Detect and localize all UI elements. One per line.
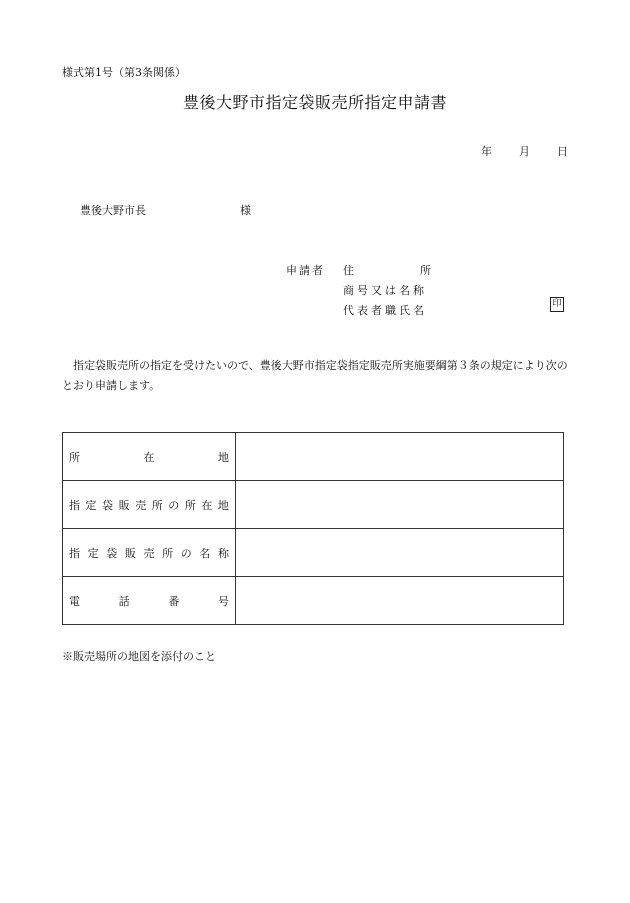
table-row-location xyxy=(63,433,564,481)
label-char: 電 xyxy=(69,594,80,608)
row-label-store-location xyxy=(63,481,236,529)
representative-label: 代表者職氏名 xyxy=(343,304,427,317)
row-value-phone-number[interactable] xyxy=(236,577,564,625)
label-char: 袋 xyxy=(102,498,114,512)
label-char: 話 xyxy=(118,594,130,608)
row-value-store-location[interactable] xyxy=(236,481,564,529)
date-year-label: 年 xyxy=(481,145,492,158)
business-name-label: 商号又は名称 xyxy=(343,284,427,297)
date-month-label: 月 xyxy=(519,145,530,158)
label-char: 番 xyxy=(168,594,180,608)
row-label-text xyxy=(69,497,229,513)
label-char: 定 xyxy=(85,498,97,512)
row-label-text xyxy=(69,449,229,465)
seal-icon: 印 xyxy=(550,297,564,312)
label-char: 売 xyxy=(143,546,155,560)
form-number: 様式第1号（第3条関係） xyxy=(62,66,186,79)
row-label-phone-number xyxy=(63,577,236,625)
application-table xyxy=(62,432,564,625)
label-char: 号 xyxy=(217,594,229,608)
application-body-text: 指定袋販売所の指定を受けたいので、豊後大野市指定袋指定販売所実施要綱第３条の規定により次のとおり申請します。 xyxy=(62,359,568,392)
label-char: 袋 xyxy=(106,546,118,560)
row-label-text xyxy=(69,545,229,561)
table-row-store-location xyxy=(63,481,564,529)
row-value-store-name[interactable] xyxy=(236,529,564,577)
label-char: 在 xyxy=(143,450,155,464)
label-char: 在 xyxy=(201,498,213,512)
label-char: 所 xyxy=(184,498,196,512)
label-char: 称 xyxy=(218,546,229,560)
row-label-store-name xyxy=(63,529,236,577)
date-day-label: 日 xyxy=(557,145,568,158)
label-char: 指 xyxy=(69,546,80,560)
addressee-honorific: 様 xyxy=(240,204,251,217)
label-char: の xyxy=(168,498,180,512)
address-label-suffix: 所 xyxy=(420,264,431,277)
address-label: 住 xyxy=(343,264,357,277)
label-char: 定 xyxy=(87,546,99,560)
label-char: 地 xyxy=(218,450,229,464)
label-char: 指 xyxy=(69,498,80,512)
label-char: 所 xyxy=(151,498,163,512)
label-char: 販 xyxy=(118,498,130,512)
document-title: 豊後大野市指定袋販売所指定申請書 xyxy=(182,93,447,112)
table-row-store-name xyxy=(63,529,564,577)
label-char: 名 xyxy=(199,546,211,560)
attachment-note: ※販売場所の地図を添付のこと xyxy=(62,650,216,663)
label-char: 売 xyxy=(135,498,147,512)
row-label-location xyxy=(63,433,236,481)
addressee-name: 豊後大野市長 xyxy=(80,204,146,217)
label-char: 所 xyxy=(69,450,80,464)
label-char: 販 xyxy=(124,546,136,560)
label-char: 地 xyxy=(217,498,229,512)
row-label-text xyxy=(69,593,229,609)
table-row-phone-number xyxy=(63,577,564,625)
applicant-label: 申請者 xyxy=(286,264,325,277)
label-char: 所 xyxy=(162,546,174,560)
label-char: の xyxy=(180,546,192,560)
row-value-location[interactable] xyxy=(236,433,564,481)
